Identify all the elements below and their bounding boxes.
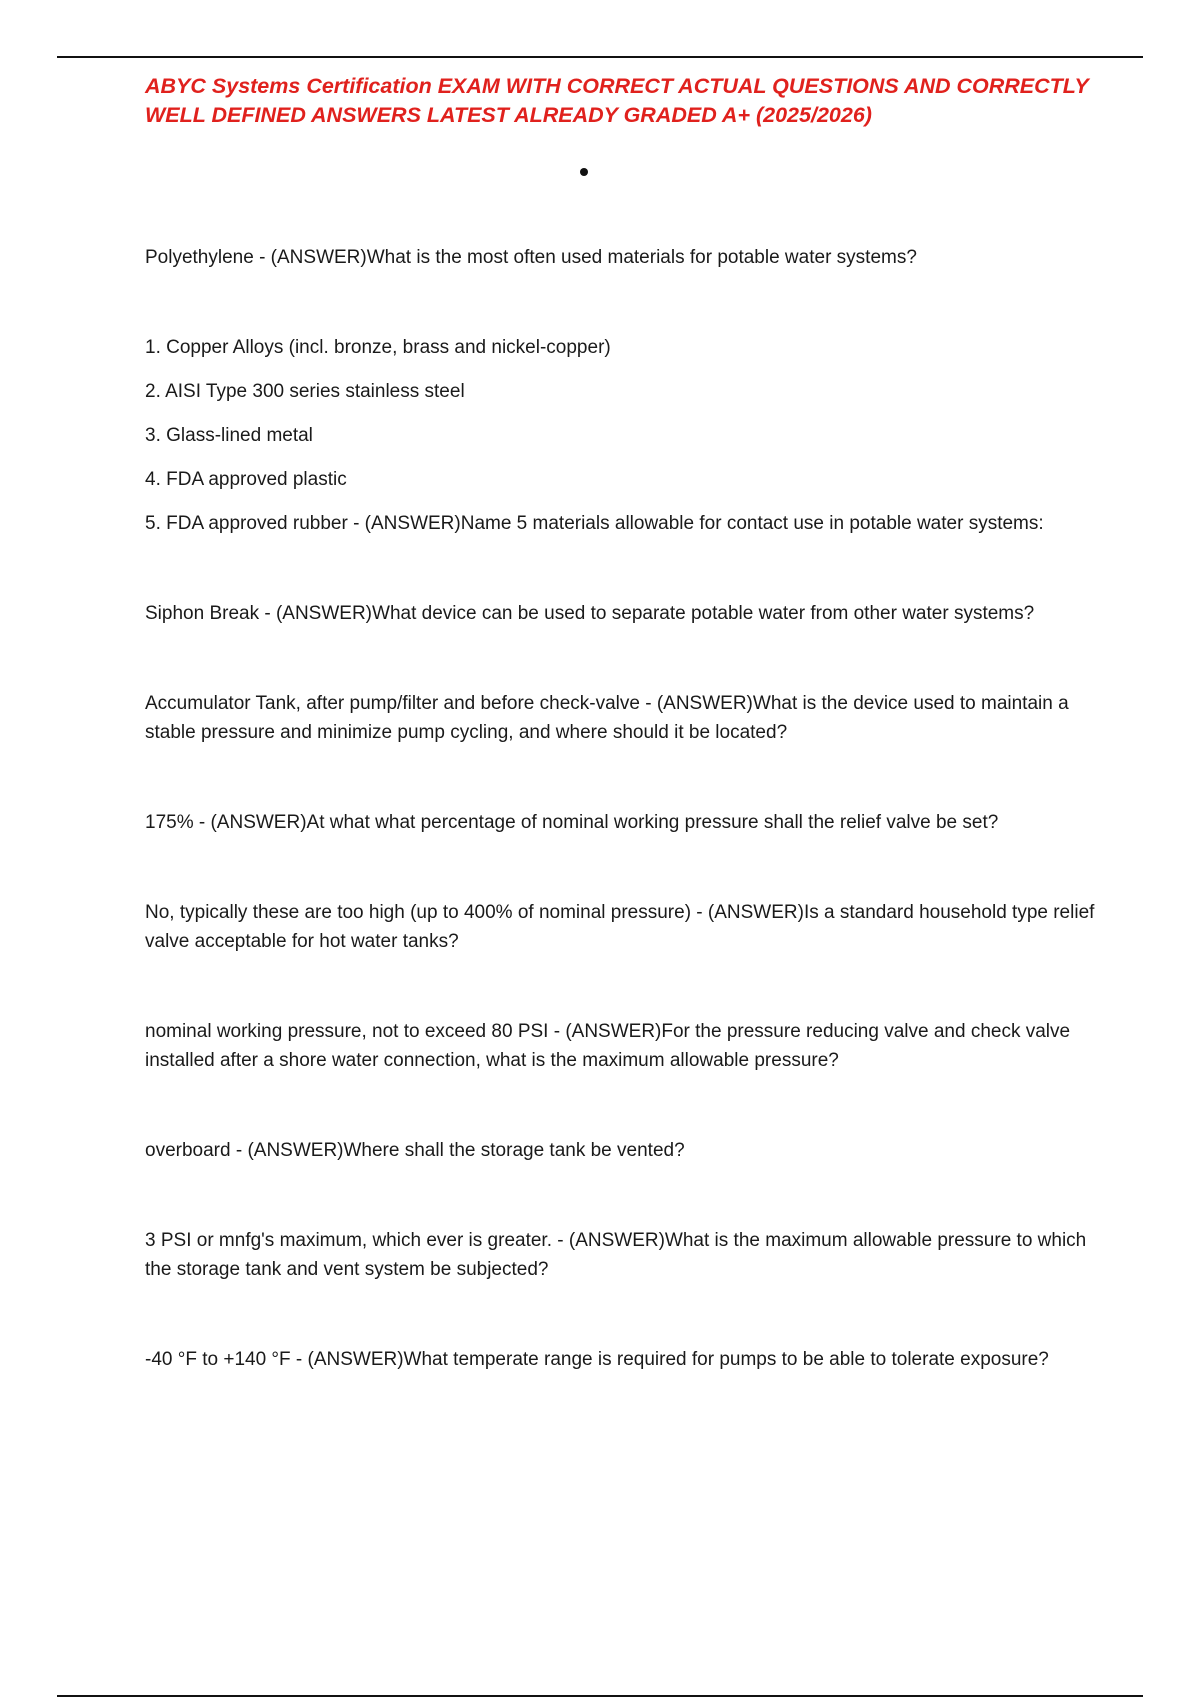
list-item: 3. Glass-lined metal <box>145 425 313 446</box>
qa-item: Polyethylene - (ANSWER)What is the most often used materials for potable water systems? <box>145 247 917 268</box>
qa-item: No, typically these are too high (up to 400% of nominal pressure) - (ANSWER)Is a standard household type relief valve acceptable for hot water tanks? <box>145 902 1095 952</box>
top-rule <box>57 56 1143 58</box>
list-item: 2. AISI Type 300 series stainless steel <box>145 381 465 402</box>
qa-item: 175% - (ANSWER)At what what percentage of nominal working pressure shall the relief valve be set? <box>145 812 999 833</box>
qa-item: overboard - (ANSWER)Where shall the storage tank be vented? <box>145 1140 685 1161</box>
qa-item: nominal working pressure, not to exceed 80 PSI - (ANSWER)For the pressure reducing valve and check valve installed after a shore water connection, what is the maximum allowable pressure? <box>145 1021 1071 1071</box>
materials-list <box>145 333 1100 538</box>
qa-item: Siphon Break - (ANSWER)What device can be used to separate potable water from other water systems? <box>145 603 1035 624</box>
list-item: 4. FDA approved plastic <box>145 469 347 490</box>
list-item: 5. FDA approved rubber - (ANSWER)Name 5 materials allowable for contact use in potable water systems: <box>145 513 1044 534</box>
qa-item: -40 °F to +140 °F - (ANSWER)What temperate range is required for pumps to be able to tolerate exposure? <box>145 1349 1049 1370</box>
document-body <box>145 243 1100 1435</box>
qa-item: 3 PSI or mnfg's maximum, which ever is greater. - (ANSWER)What is the maximum allowable pressure to which the storage tank and vent system be subjected? <box>145 1230 1087 1280</box>
list-item: 1. Copper Alloys (incl. bronze, brass and nickel-copper) <box>145 337 611 358</box>
qa-item: Accumulator Tank, after pump/filter and before check-valve - (ANSWER)What is the device used to maintain a stable pressure and minimize pump cycling, and where should it be located? <box>145 693 1069 743</box>
document-title: ABYC Systems Certification EXAM WITH CORRECT ACTUAL QUESTIONS AND CORRECTLY WELL DEFINED ANSWERS LATEST ALREADY GRADED A+ (2025/2026) <box>145 74 1089 127</box>
bottom-rule <box>57 1695 1143 1697</box>
bullet-icon <box>580 168 588 176</box>
